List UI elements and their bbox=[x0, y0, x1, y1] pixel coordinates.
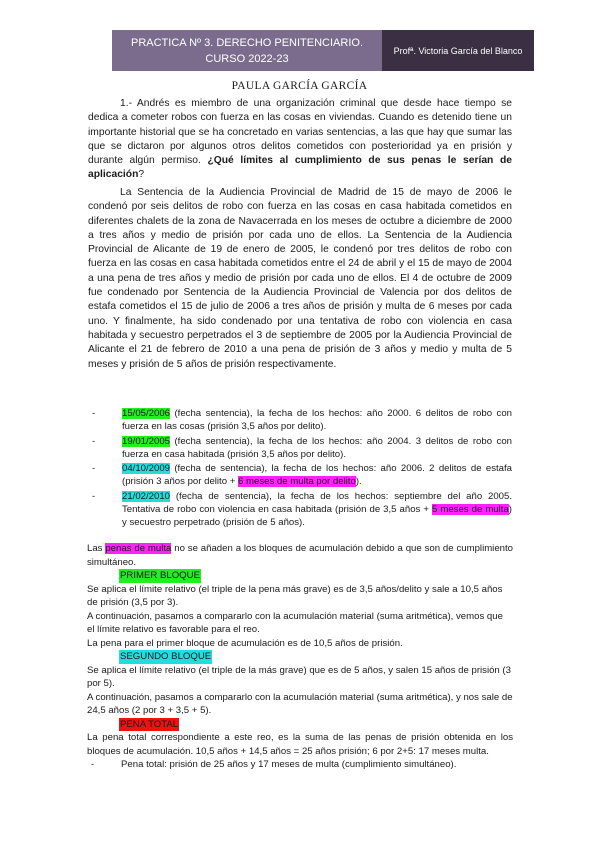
total-label: PENA TOTAL bbox=[120, 718, 179, 730]
header-professor: Profª. Victoria García del Blanco bbox=[382, 30, 534, 71]
note-highlight: penas de multa bbox=[105, 543, 172, 554]
list-item bbox=[92, 462, 512, 489]
bullet-dash: - bbox=[92, 408, 96, 419]
question-end: ? bbox=[138, 169, 145, 181]
block1-line1: Se aplica el límite relativo (el triple de la pena más grave) es de 3,5 años/delito y sale a 10,5 años de prisión (3,5 por 3). bbox=[87, 583, 503, 608]
question-paragraph bbox=[88, 97, 512, 183]
block2-heading bbox=[87, 650, 513, 664]
list-item-text bbox=[122, 490, 512, 530]
list-item-text bbox=[122, 407, 512, 434]
sentence-list bbox=[92, 407, 512, 531]
sentence-detail-end: ). bbox=[355, 476, 362, 488]
block1-line3: La pena para el primer bloque de acumulación es de 10,5 años de prisión. bbox=[87, 637, 403, 649]
sentence-detail: (fecha de sentencia), la fecha de los hechos: septiembre del año 2005. Tentativa de robo con violencia en casa habitada (prisión de 3,5 años + bbox=[122, 490, 512, 516]
analysis-section bbox=[87, 542, 513, 773]
header-title-line1: PRACTICA Nº 3. DERECHO PENITENCIARIO. bbox=[131, 37, 363, 49]
bullet-dash: - bbox=[92, 490, 96, 502]
total-bullet-text: Pena total: prisión de 25 años y 17 meses de multa (cumplimiento simultáneo). bbox=[121, 759, 457, 770]
sentence-date: 15/05/2006 bbox=[122, 408, 171, 419]
sentence-date: 04/10/2009 bbox=[122, 463, 171, 475]
facts-paragraph: La Sentencia de la Audiencia Provincial de Madrid de 15 de mayo de 2006 le condenó por seis delitos de robo con fuerza en las cosas en casa habitada cometidos en diferentes chalets de la zona de Navacerrada en los meses de octubre a diciembre de 2000 a tres años y medio de prisión por cada uno de ellos. La Sentencia de la Audiencia Provincial de Alicante de 19 de enero de 2005, le condenó por tres delitos de robo con fuerza en las cosas en casa habitada cometidos entre el 24 de abril y el 15 de mayo de 2004 a una pena de tres años y medio de prisión por cada uno de ellos. El 4 de octubre de 2009 fue condenado por Sentencia de la Audiencia Provincial de Valencia por dos delitos de estafa cometidos el 15 de julio de 2006 a tres años de prisión y multa de 6 meses por cada uno. Y finalmente, ha sido condenado por una tentativa de robo con violencia en casa habitada y secuestro perpetrados el 3 de septiembre de 2005 por la Audiencia Provincial de Alicante el 21 de febrero de 2010 a una pena de prisión de 3 años y medio y multa de 5 meses y prisión de 5 años de prisión respectivamente. bbox=[88, 187, 512, 370]
note-post: no se añaden a los bloques de acumulación debido a que son de cumplimiento simultáneo. bbox=[87, 543, 513, 568]
sentence-detail-end: ) y secuestro perpetrado (prisión de 5 años). bbox=[122, 504, 512, 529]
list-item bbox=[92, 435, 512, 462]
list-item-text bbox=[122, 435, 512, 462]
total-heading bbox=[87, 718, 513, 732]
fine-highlight: 6 meses de multa por delito bbox=[238, 476, 356, 488]
note-pre: Las bbox=[87, 543, 106, 554]
bullet-dash: - bbox=[91, 759, 95, 770]
question-text: 1.- Andrés es miembro de una organización criminal que desde hace tiempo se dedica a cometer robos con fuerza en las cosas en viviendas. Cuando es detenido tiene un importante historial que se ha concretado en varias sentencias, a las que hay que sumar las que se dictaron por algunos otros delitos cometidos con posterioridad ya en prisión y durante algún permiso. bbox=[88, 98, 512, 167]
document-header bbox=[112, 30, 534, 71]
block1-label: PRIMER BLOQUE bbox=[120, 570, 200, 581]
block1-heading bbox=[87, 569, 513, 583]
sentence-date: 21/02/2010 bbox=[122, 490, 171, 502]
fine-note bbox=[87, 542, 513, 569]
block2-line2: A continuación, pasamos a compararlo con la acumulación material (suma aritmética), y nos sale de 24,5 años (2 por 3 + 3,5 + 5). bbox=[87, 691, 513, 716]
list-item bbox=[92, 490, 512, 530]
total-bullet bbox=[87, 758, 513, 772]
list-item bbox=[92, 407, 512, 434]
sentence-detail: (fecha de sentencia), la fecha de los hechos: año 2006. 2 delitos de estafa (prisión 3 años por delito + bbox=[122, 463, 512, 488]
total-line1: La pena total correspondiente a este reo, es la suma de las penas de prisión obtenida en los bloques de acumulación. 10,5 años + 14,5 años = 25 años prisión; 6 por 2+5: 17 meses multa. bbox=[87, 732, 513, 757]
question-bold: ¿Qué límites al cumplimiento de sus penas le serían de aplicación bbox=[88, 155, 512, 181]
sentence-date: 19/01/2005 bbox=[122, 435, 171, 447]
list-item-text bbox=[122, 462, 512, 489]
header-title-line2: CURSO 2022-23 bbox=[205, 53, 289, 65]
block2-label: SEGUNDO BLOQUE bbox=[120, 651, 212, 662]
sentence-detail: (fecha sentencia), la fecha de los hechos: año 2000. 6 delitos de robo con fuerza en las cosas (prisión 3,5 años por delito). bbox=[122, 408, 512, 433]
bullet-dash: - bbox=[92, 463, 96, 475]
fine-highlight: 5 meses de multa bbox=[431, 504, 509, 516]
block1-line2: A continuación, pasamos a compararlo con la acumulación material (suma aritmética), vemos que el límite relativo es favorable para el reo. bbox=[87, 610, 503, 635]
author-name: PAULA GARCÍA GARCÍA bbox=[231, 80, 368, 92]
sentence-detail: (fecha sentencia), la fecha de los hechos: año 2004. 3 delitos de robo con fuerza en casa habitada (prisión 3,5 años por delito). bbox=[122, 435, 512, 460]
bullet-dash: - bbox=[92, 435, 96, 447]
header-title bbox=[112, 30, 382, 71]
block2-line1: Se aplica el límite relativo (el triple de la más grave) que es de 5 años, y salen 15 años de prisión (3 por 5). bbox=[87, 664, 511, 689]
